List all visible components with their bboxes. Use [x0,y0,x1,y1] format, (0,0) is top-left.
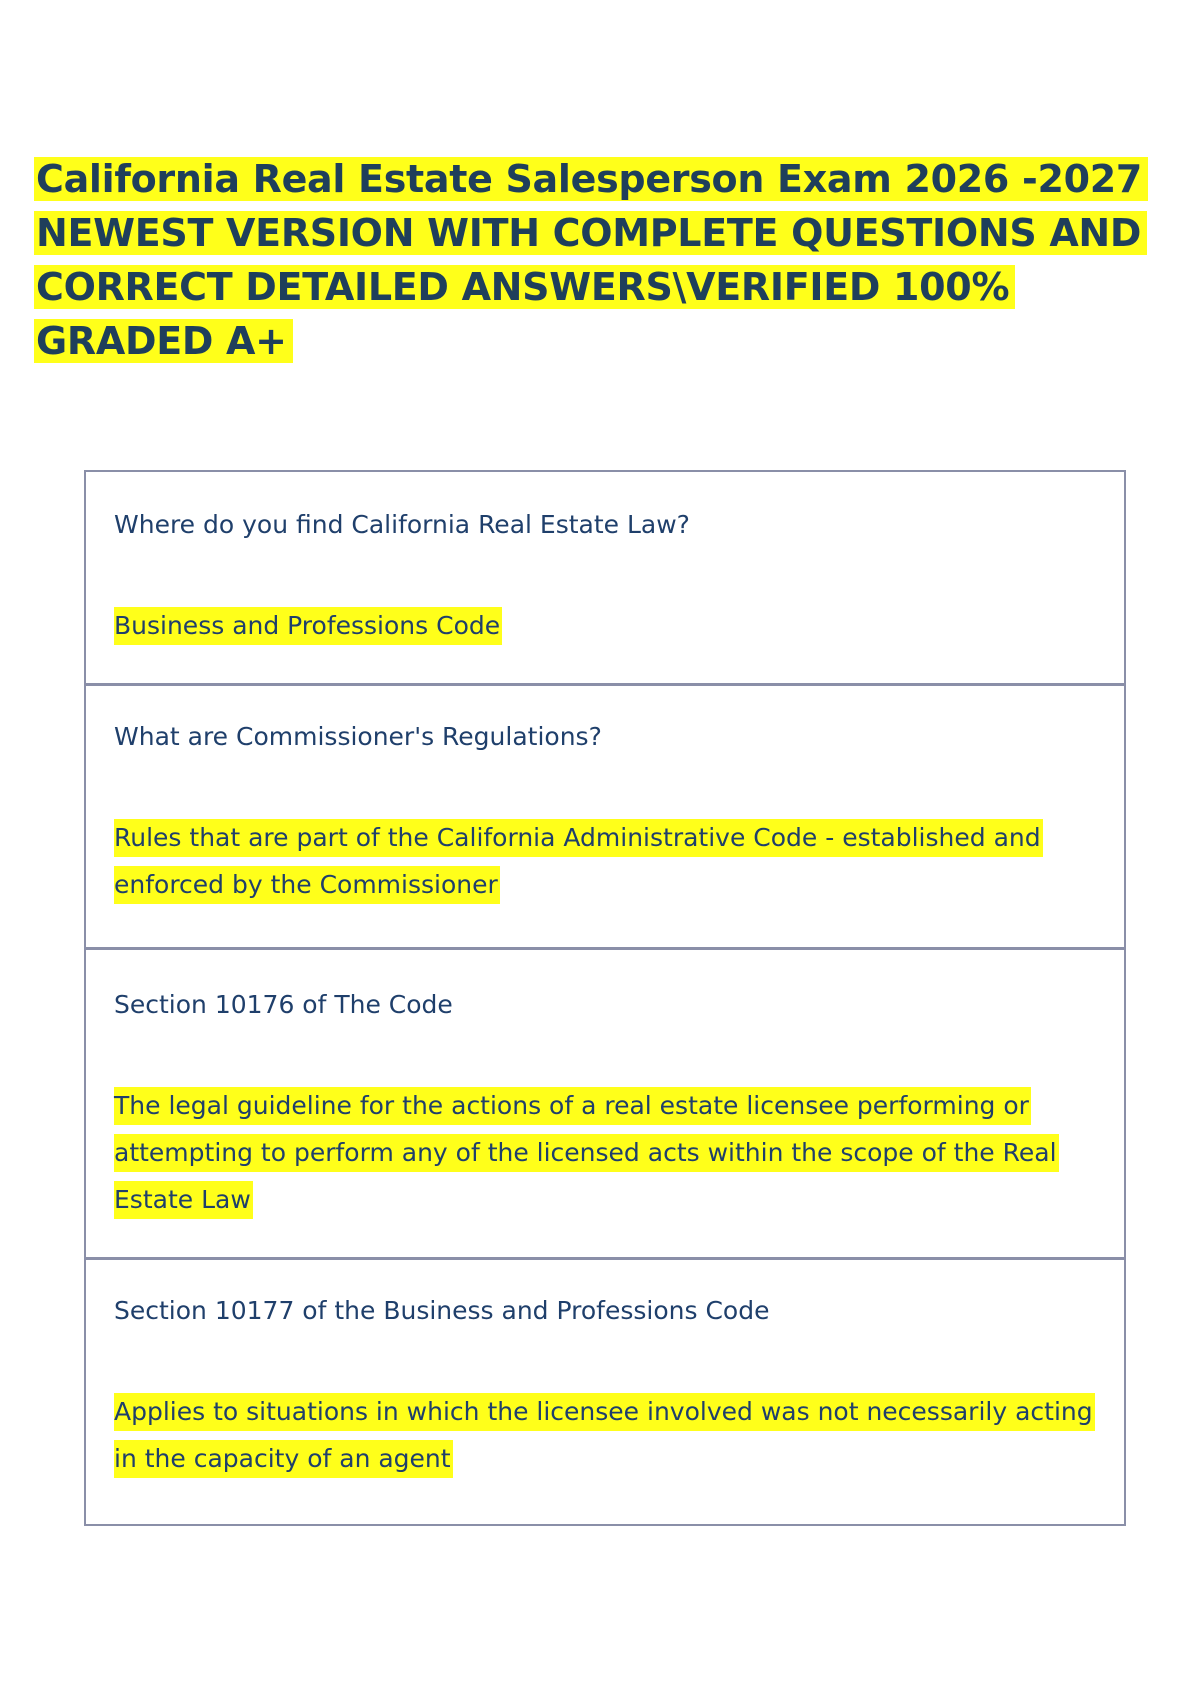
answer-highlight: The legal guideline for the actions of a real estate licensee performing or attempting to perform any of the licensed acts within the scope of the Real Estate Law [114,1087,1059,1219]
qa-row [86,950,1124,1260]
qa-row [86,1260,1124,1524]
qa-row [86,472,1124,686]
answer-text [114,540,1096,673]
answer-highlight: Rules that are part of the California Administrative Code - established and enforced by the Commissioner [114,819,1043,904]
answer-highlight: Applies to situations in which the licensee involved was not necessarily acting in the capacity of an agent [114,1393,1095,1478]
question-text: Section 10177 of the Business and Professions Code [114,1296,770,1325]
question-text: Section 10176 of The Code [114,990,453,1019]
question-text: What are Commissioner's Regulations? [114,722,602,751]
answer-text [114,752,1096,932]
answer-text [114,1020,1096,1247]
title-highlight: California Real Estate Salesperson Exam 2026 -2027 NEWEST VERSION WITH COMPLETE QUESTIONS AND CORRECT DETAILED ANSWERS\VERIFIED 100% GRADED A+ [34,157,1148,363]
qa-table [84,470,1126,1526]
answer-text [114,1326,1096,1506]
qa-row [86,686,1124,950]
question-text: Where do you find California Real Estate Law? [114,510,690,539]
document-title [34,152,1184,368]
answer-highlight: Business and Professions Code [114,607,502,645]
